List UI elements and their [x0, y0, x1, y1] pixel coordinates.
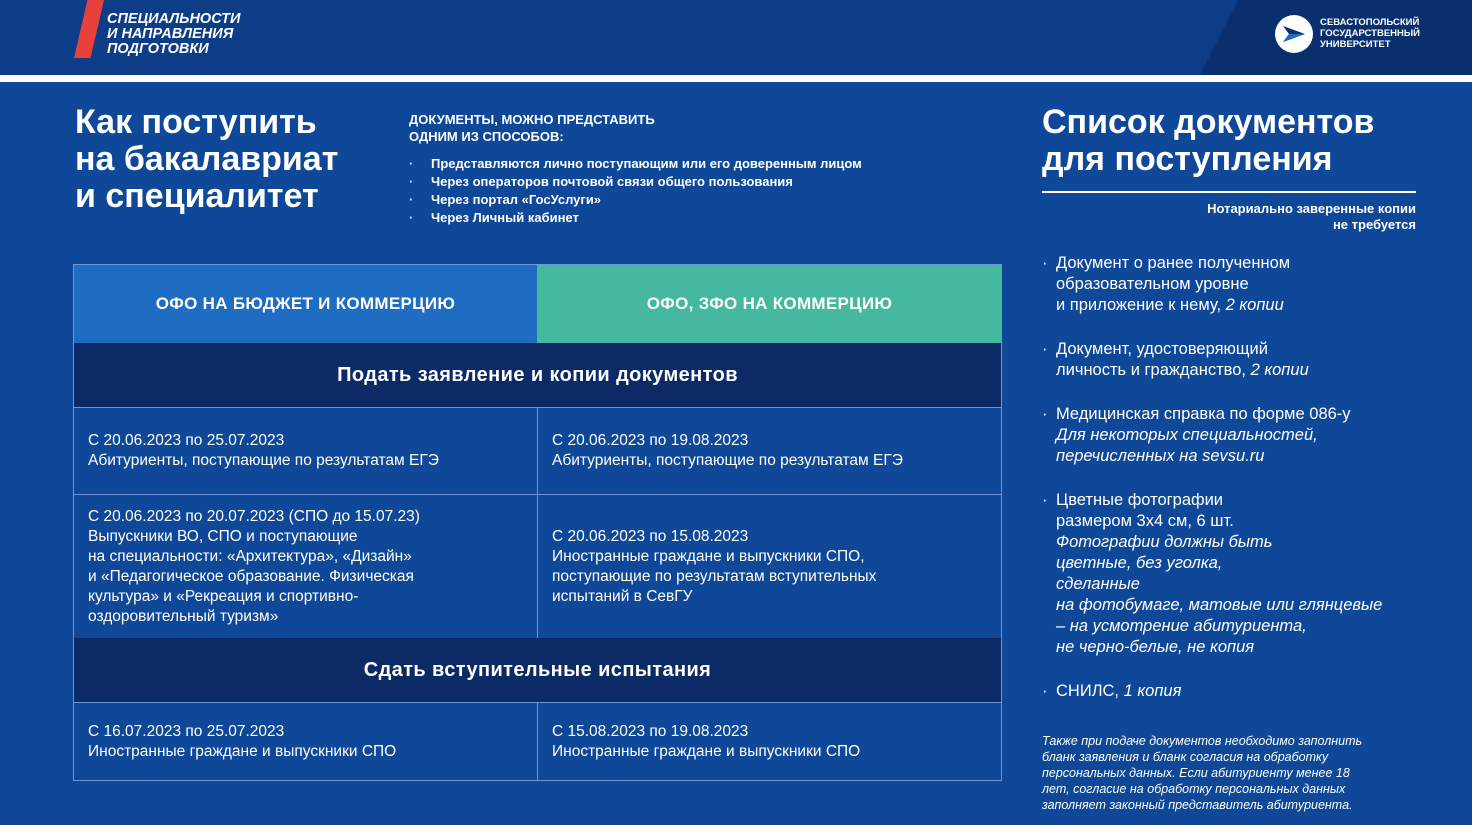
doc-line: образовательном уровне [1056, 275, 1249, 293]
footnote-line: заполняет законный представитель абитуриента. [1042, 798, 1353, 812]
submission-ways-list [409, 155, 862, 227]
footnote-line: Также при подаче документов необходимо заполнить [1042, 734, 1363, 748]
university-name-line: УНИВЕРСИТЕТ [1320, 39, 1391, 50]
doc-italic-line: Для некоторых специальностей, [1056, 426, 1318, 444]
docs-submission-heading [409, 111, 655, 145]
table-cell [74, 408, 538, 494]
cell-line: С 20.06.2023 по 15.08.2023 [552, 527, 749, 545]
cell-line: Абитуриенты, поступающие по результатам ЕГЭ [88, 452, 439, 469]
table-row [74, 494, 1001, 638]
page-title-line: и специалитет [75, 177, 319, 215]
footnote [1042, 733, 1402, 813]
list-item [1042, 404, 1452, 467]
doc-line: · Документ, удостоверяющий [1056, 340, 1268, 358]
cell-line: Иностранные граждане и выпускники СПО [88, 742, 397, 760]
list-item [1042, 681, 1452, 702]
documents-title-line: Список документов [1042, 103, 1375, 141]
header-title-line: СПЕЦИАЛЬНОСТИ [107, 11, 241, 27]
admission-schedule-table [73, 264, 1002, 781]
university-name-line: СЕВАСТОПОЛЬСКИЙ [1320, 17, 1420, 28]
university-name [1320, 17, 1420, 50]
page-title [75, 104, 338, 215]
cell-line: оздоровительный туризм» [88, 607, 279, 625]
sevsu-logo-icon [1274, 14, 1314, 54]
notary-note [1100, 201, 1416, 233]
doc-italic-line: не черно-белые, не копия [1056, 638, 1255, 656]
cell-line: Иностранные граждане и выпускники СПО [552, 742, 861, 760]
doc-italic-line: сделанные [1056, 575, 1140, 593]
doc-italic-line: перечисленных на sevsu.ru [1056, 447, 1265, 465]
notary-note-line: не требуется [1332, 217, 1416, 232]
footnote-line: бланк заявления и бланк согласия на обработку [1042, 750, 1329, 764]
header-title [107, 12, 240, 57]
section-band-exams: Сдать вступительные испытания [74, 638, 1001, 702]
page-title-line: на бакалавриат [75, 140, 339, 178]
cell-line: С 16.07.2023 по 25.07.2023 [88, 722, 285, 740]
university-name-line: ГОСУДАРСТВЕННЫЙ [1320, 28, 1421, 39]
column-header-commercial: ОФО, ЗФО НА КОММЕРЦИЮ [538, 265, 1001, 343]
footnote-line: лет, согласие на обработку персональных данных [1042, 782, 1346, 796]
table-row [74, 702, 1001, 780]
doc-line [1056, 681, 1452, 702]
table-cell [538, 495, 1001, 638]
list-item [1042, 339, 1452, 381]
cell-line: С 20.06.2023 по 20.07.2023 (СПО до 15.07.23) [88, 507, 420, 525]
table-cell [74, 495, 538, 638]
list-item [1042, 490, 1452, 658]
table-cell [538, 703, 1001, 780]
doc-copies: 1 копия [1123, 682, 1182, 700]
doc-copies: 2 копии [1225, 296, 1284, 314]
list-item: · Представляются лично поступающим или его доверенным лицом [409, 155, 862, 173]
table-cell [74, 703, 538, 780]
table-cell [538, 408, 1001, 494]
docs-heading-line: ОДНИМ ИЗ СПОСОБОВ: [409, 129, 564, 144]
cell-line: поступающие по результатам вступительных [552, 567, 877, 585]
cell-line: и «Педагогическое образование. Физическая [88, 567, 414, 585]
doc-italic-line: – на усмотрение абитуриента, [1056, 617, 1307, 635]
docs-heading-line: ДОКУМЕНТЫ, МОЖНО ПРЕДСТАВИТЬ [409, 112, 655, 127]
doc-italic-line: цветные, без уголка, [1056, 554, 1223, 572]
cell-line: С 20.06.2023 по 19.08.2023 [552, 432, 749, 449]
column-header-budget: ОФО НА БЮДЖЕТ И КОММЕРЦИЮ [74, 265, 538, 343]
doc-line: · Документ о ранее полученном [1056, 254, 1291, 272]
header-title-line: И НАПРАВЛЕНИЯ [107, 26, 234, 42]
page-title-line: Как поступить [75, 103, 317, 141]
header-divider [0, 75, 1472, 82]
footnote-line: персональных данных. Если абитуриенту менее 18 [1042, 766, 1350, 780]
doc-plain: СНИЛС, [1056, 682, 1124, 700]
documents-list [1042, 253, 1452, 725]
doc-plain: личность и гражданство, [1056, 361, 1251, 379]
header-title-line: ПОДГОТОВКИ [107, 41, 209, 57]
doc-line [1056, 295, 1452, 316]
cell-line: культура» и «Рекреация и спортивно- [88, 587, 359, 605]
cell-line: С 15.08.2023 по 19.08.2023 [552, 722, 749, 740]
doc-italic-line: Фотографии должны быть [1056, 533, 1273, 551]
cell-line: Абитуриенты, поступающие по результатам ЕГЭ [552, 452, 903, 469]
notary-note-line: Нотариально заверенные копии [1207, 201, 1416, 216]
doc-copies: 2 копии [1250, 361, 1309, 379]
list-item: · Через портал «ГосУслуги» [409, 191, 862, 209]
list-item [1042, 253, 1452, 316]
cell-line: Выпускники ВО, СПО и поступающие [88, 527, 358, 545]
documents-title-line: для поступления [1042, 140, 1333, 178]
cell-line: Иностранные граждане и выпускники СПО, [552, 547, 865, 565]
doc-line: · Цветные фотографии [1056, 491, 1224, 509]
documents-title [1042, 104, 1374, 178]
list-item: · Через операторов почтовой связи общего пользования [409, 173, 862, 191]
cell-line: на специальности: «Архитектура», «Дизайн» [88, 547, 412, 565]
doc-line: размером 3x4 см, 6 шт. [1056, 512, 1234, 530]
cell-line: испытаний в СевГУ [552, 587, 693, 605]
section-band-apply: Подать заявление и копии документов [74, 343, 1001, 407]
list-item: · Через Личный кабинет [409, 209, 862, 227]
doc-line: · Медицинская справка по форме 086-у [1056, 405, 1351, 423]
table-row [74, 407, 1001, 494]
doc-plain: и приложение к нему, [1056, 296, 1226, 314]
doc-italic-line: на фотобумаге, матовые или глянцевые [1056, 596, 1383, 614]
cell-line: С 20.06.2023 по 25.07.2023 [88, 432, 285, 449]
documents-divider [1042, 191, 1416, 193]
doc-line [1056, 360, 1452, 381]
